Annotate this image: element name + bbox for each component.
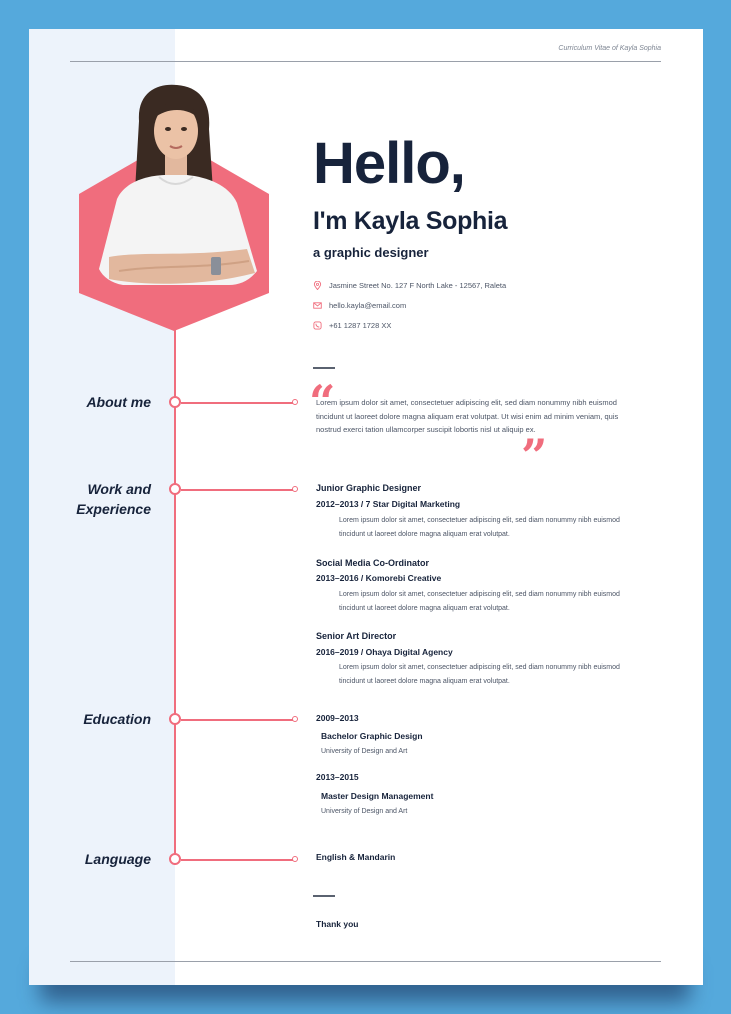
job-period-company: 2016–2019 / Ohaya Digital Agency (316, 647, 453, 657)
job-title: Junior Graphic Designer (316, 483, 422, 493)
job-period-company: 2012–2013 / 7 Star Digital Marketing (316, 499, 461, 509)
section-work-label (51, 479, 151, 519)
profile-portrait (79, 81, 269, 331)
connector-education (181, 719, 294, 721)
closing-divider (313, 895, 335, 897)
connector-end-work (292, 486, 298, 492)
connector-about (181, 402, 294, 404)
timeline-node-language (169, 853, 181, 865)
section-language-label: Language (84, 851, 151, 867)
timeline-node-work (169, 483, 181, 495)
education-degree: Bachelor Graphic Design (321, 731, 423, 741)
phone-text: +61 1287 1728 XX (329, 321, 392, 330)
section-education-label: Education (83, 711, 151, 727)
job-description: Lorem ipsum dolor sit amet, consectetuer adipiscing elit, sed diam nonummy nibh euismod tincidunt ut laoreet dolore magna aliquam erat volutpat. (339, 517, 620, 538)
language-text: English & Mandarin (316, 852, 396, 862)
about-text: Lorem ipsum dolor sit amet, consectetuer adipiscing elit, sed diam nonummy nibh euismod tincidunt ut laoreet dolore magna aliquam erat volutpat. Ut wisi enim ad minim veniam, quis nostrud exerci tation ullamcorper suscipit lobortis nisl ut aliquip ex. (316, 398, 619, 434)
bottom-divider (70, 961, 661, 962)
header-caption: Curriculum Vitae of Kayla Sophia (558, 45, 661, 52)
education-degree: Master Design Management (321, 791, 434, 801)
section-work-line1: Work and (87, 481, 151, 497)
thank-you-text: Thank you (316, 919, 359, 929)
address-text: Jasmine Street No. 127 F North Lake - 12567, Raleta (329, 281, 507, 290)
open-quote-icon: “ (309, 375, 336, 429)
connector-end-about (292, 399, 298, 405)
section-work-line2: Experience (76, 501, 151, 517)
contact-address (313, 281, 506, 290)
close-quote-icon: ” (521, 429, 548, 483)
email-text[interactable]: hello.kayla@email.com (329, 301, 407, 310)
contact-email (313, 301, 406, 310)
connector-end-language (292, 856, 298, 862)
section-about-label: About me (86, 394, 151, 410)
location-pin-icon (313, 281, 322, 290)
education-school: University of Design and Art (321, 748, 408, 755)
contact-phone (313, 321, 391, 330)
mail-icon (313, 301, 322, 310)
phone-icon (313, 321, 322, 330)
connector-language (181, 859, 294, 861)
greeting-heading: Hello, (313, 131, 465, 196)
job-title: Social Media Co-Ordinator (316, 558, 430, 568)
timeline-line (174, 329, 176, 865)
education-years: 2013–2015 (316, 772, 359, 782)
name-heading: I'm Kayla Sophia (313, 207, 508, 235)
connector-end-education (292, 716, 298, 722)
education-school: University of Design and Art (321, 808, 408, 815)
job-title: Senior Art Director (316, 631, 397, 641)
intro-divider (313, 367, 335, 369)
top-divider (70, 61, 661, 62)
job-period-company: 2013–2016 / Komorebi Creative (316, 573, 442, 583)
resume-page (29, 29, 703, 985)
job-description: Lorem ipsum dolor sit amet, consectetuer adipiscing elit, sed diam nonummy nibh euismod tincidunt ut laoreet dolore magna aliquam erat volutpat. (339, 591, 620, 612)
education-years: 2009–2013 (316, 713, 359, 723)
timeline-node-education (169, 713, 181, 725)
role-subtitle: a graphic designer (313, 245, 429, 260)
job-description: Lorem ipsum dolor sit amet, consectetuer adipiscing elit, sed diam nonummy nibh euismod tincidunt ut laoreet dolore magna aliquam erat volutpat. (339, 664, 620, 685)
connector-work (181, 489, 294, 491)
timeline-node-about (169, 396, 181, 408)
